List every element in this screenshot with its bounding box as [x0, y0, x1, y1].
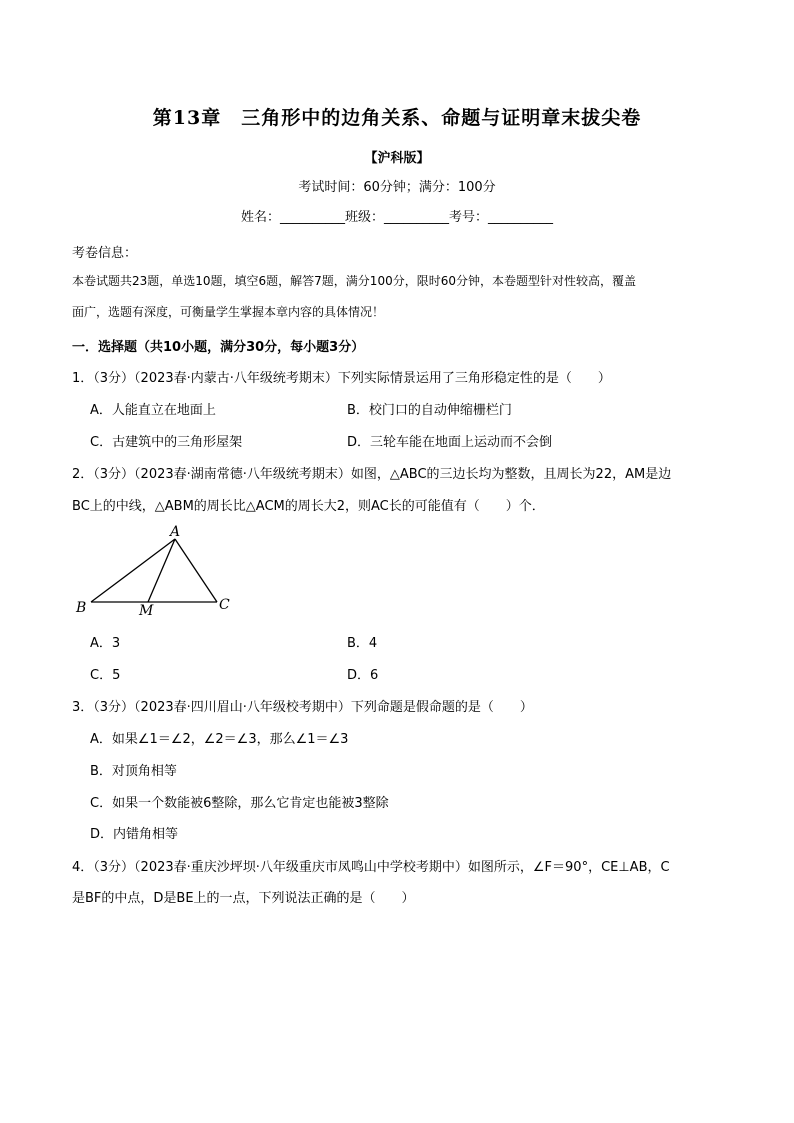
- info-heading: 考卷信息：: [72, 246, 138, 261]
- question-3-option-b: B．对顶角相等: [90, 764, 177, 779]
- question-2-option-d: D．6: [347, 668, 379, 683]
- section-heading: 一．选择题（共10小题，满分30分，每小题3分）: [72, 340, 365, 355]
- question-2-option-c: C．5: [90, 668, 121, 683]
- question-1-option-b: B．校门口的自动伸缩栅栏门: [347, 403, 512, 418]
- question-4-stem-line-1: 4．（3分）（2023春·重庆沙坪坝·八年级重庆市凤鸣山中学校考期中）如图所示，∠F＝90°，CE⊥AB，C: [72, 860, 670, 875]
- question-2-stem-line-2: BC上的中线，△ABM的周长比△ACM的周长大2，则AC长的可能值有（ ）个．: [72, 499, 545, 514]
- info-line-1: 本卷试题共23题，单选10题，填空6题，解答7题，满分100分，限时60分钟，本卷题型针对性较高，覆盖: [72, 274, 636, 288]
- triangle-figure: [72, 520, 252, 620]
- question-4-stem-line-2: 是BF的中点，D是BE上的一点，下列说法正确的是（ ）: [72, 891, 415, 906]
- question-1-stem: 1．（3分）（2023春·内蒙古·八年级统考期末）下列实际情景运用了三角形稳定性的是（ ）: [72, 371, 611, 386]
- exam-time: 考试时间：60分钟；满分：100分: [298, 180, 496, 195]
- question-2-option-b: B．4: [347, 636, 378, 651]
- student-info-fields: 姓名：__________班级：__________考号：__________: [240, 210, 553, 225]
- side-ab: [91, 539, 175, 602]
- vertex-label-b: B: [76, 600, 87, 616]
- question-3-option-d: D．内错角相等: [90, 827, 179, 842]
- vertex-label-a: A: [170, 524, 181, 540]
- side-ac: [175, 539, 217, 602]
- question-1-option-a: A．人能直立在地面上: [90, 403, 216, 418]
- info-line-2: 面广，选题有深度，可衡量学生掌握本章内容的具体情况！: [72, 305, 385, 319]
- vertex-label-c: C: [219, 597, 230, 613]
- question-3-stem: 3．（3分）（2023春·四川眉山·八年级校考期中）下列命题是假命题的是（ ）: [72, 700, 533, 715]
- point-label-m: M: [139, 603, 154, 619]
- question-1-option-d: D．三轮车能在地面上运动而不会倒: [347, 435, 553, 450]
- question-2-stem-line-1: 2．（3分）（2023春·湖南常德·八年级统考期末）如图，△ABC的三边长均为整数，且周长为22，AM是边: [72, 467, 672, 482]
- page-title: 第13章 三角形中的边角关系、命题与证明章末拔尖卷: [152, 107, 642, 129]
- question-3-option-a: A．如果∠1＝∠2，∠2＝∠3，那么∠1＝∠3: [90, 732, 349, 747]
- edition-label: 【沪科版】: [364, 151, 430, 166]
- question-3-option-c: C．如果一个数能被6整除，那么它肯定也能被3整除: [90, 796, 389, 811]
- question-2-option-a: A．3: [90, 636, 121, 651]
- question-1-option-c: C．古建筑中的三角形屋架: [90, 435, 243, 450]
